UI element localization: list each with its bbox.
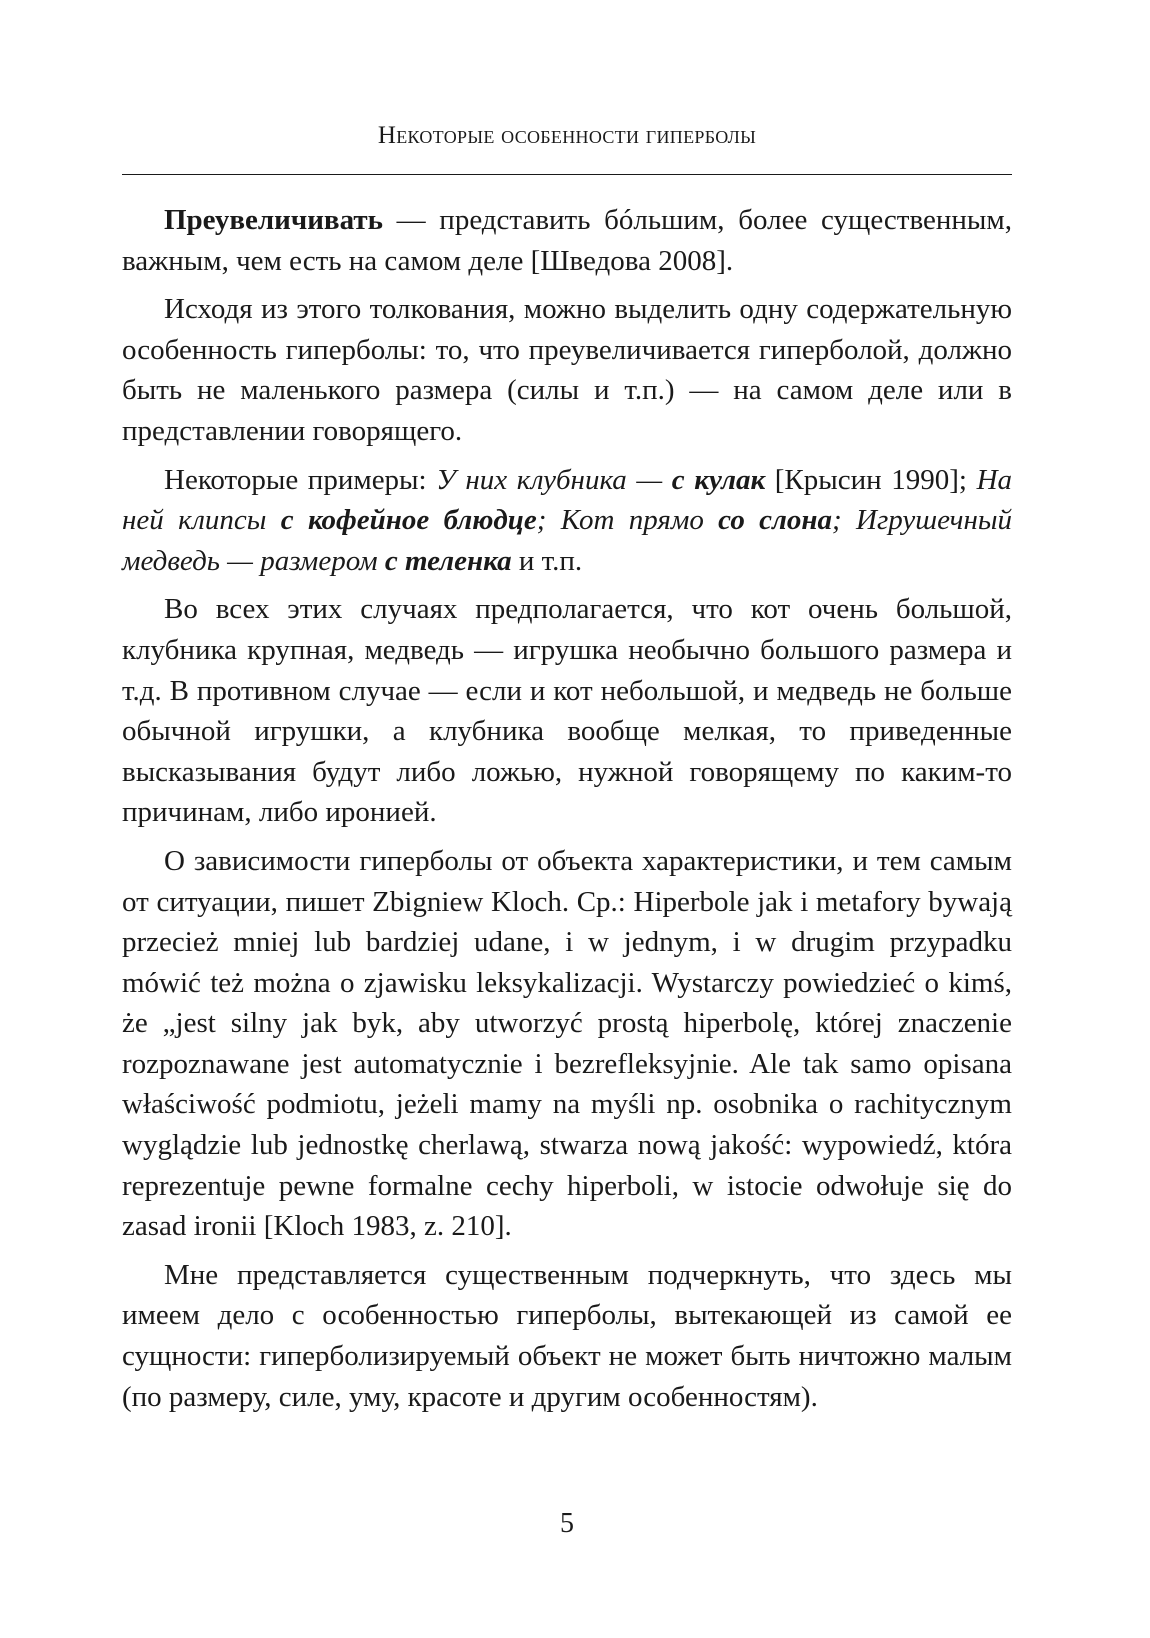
paragraph-1 xyxy=(122,200,1012,281)
example-2-bold: с кофейное блюдце xyxy=(280,504,537,537)
main-text xyxy=(122,200,1012,1425)
page-number: 5 xyxy=(560,1508,574,1539)
example-2-italic: На ней клипсы xyxy=(122,463,1013,537)
examples-intro: Некоторые примеры: xyxy=(164,463,437,496)
example-1-italic: У них клубника — xyxy=(436,463,672,496)
defined-term: Преувеличивать xyxy=(164,204,383,236)
paragraph-2: Исходя из этого толкования, можно выделить одну содержательную особенность гиперболы: то, что преувеличивается гиперболой, должно быть не маленького размера (силы и т.п.) — на самом деле или в представлении говорящего. xyxy=(122,293,1012,447)
definition-text: — представить бóльшим, более существенным, важным, чем есть на самом деле [Шведова 2008]. xyxy=(122,204,1012,277)
separator-2: ; xyxy=(832,504,857,537)
paragraph-4: Во всех этих случаях предполагается, что кот очень большой, клубника крупная, медведь — игрушка необычно большого размера и т.д. В противном случае — если и кот небольшой, и медведь не больше обычной игрушки, а клубника вообще мелкая, то приведенные высказывания будут либо ложью, нужной говорящему по каким-то причинам, либо иронией. xyxy=(122,593,1012,829)
example-4-italic: Игрушечный медведь — размером xyxy=(122,504,1013,577)
reference-krysin: [Крысин 1990]; xyxy=(765,463,977,496)
example-1-bold: с кулак xyxy=(671,463,766,496)
paragraph-5: О зависимости гиперболы от объекта характеристики, и тем самым от ситуации, пишет Zbigniew Kloch. Ср.: Hiperbole jak i metafory bywają przecież mniej lub bardziej udane, i w jednym, i w drugim przypadku mówić też można o zjawisku leksykalizacji. Wystarczy powiedzieć o kimś, że „jest silny jak byk, aby utworzyć prostą hiperbolę, której znaczenie rozpoznawane jest automatycznie i bezrefleksyjnie. Ale tak samo opisana właściwość podmiotu, jeżeli mamy na myśli np. osobnika o rachitycznym wyglądzie lub jednostkę cherlawą, stwarza nową jakość: wypowiedź, która reprezentuje pewne formalne cechy hiperboli, w istocie odwołuje się do zasad ironii [Kloch 1983, z. 210]. xyxy=(122,844,1012,1243)
example-3-bold: со слона xyxy=(718,504,833,537)
examples-tail: и т.п. xyxy=(511,544,583,577)
example-3-italic: Кот прямо xyxy=(560,504,719,537)
running-head: Некоторые особенности гиперболы xyxy=(377,122,757,149)
example-4-bold: с теленка xyxy=(384,544,512,577)
paragraph-6: Мне представляется существенным подчеркнуть, что здесь мы имеем дело с особенностью гиперболы, вытекающей из самой ее сущности: гиперболизируемый объект не может быть ничтожно малым (по размеру, силе, уму, красоте и другим особенностям). xyxy=(122,1258,1012,1413)
header-rule xyxy=(122,174,1012,175)
paragraph-3 xyxy=(122,460,1012,582)
separator-1: ; xyxy=(536,504,561,537)
